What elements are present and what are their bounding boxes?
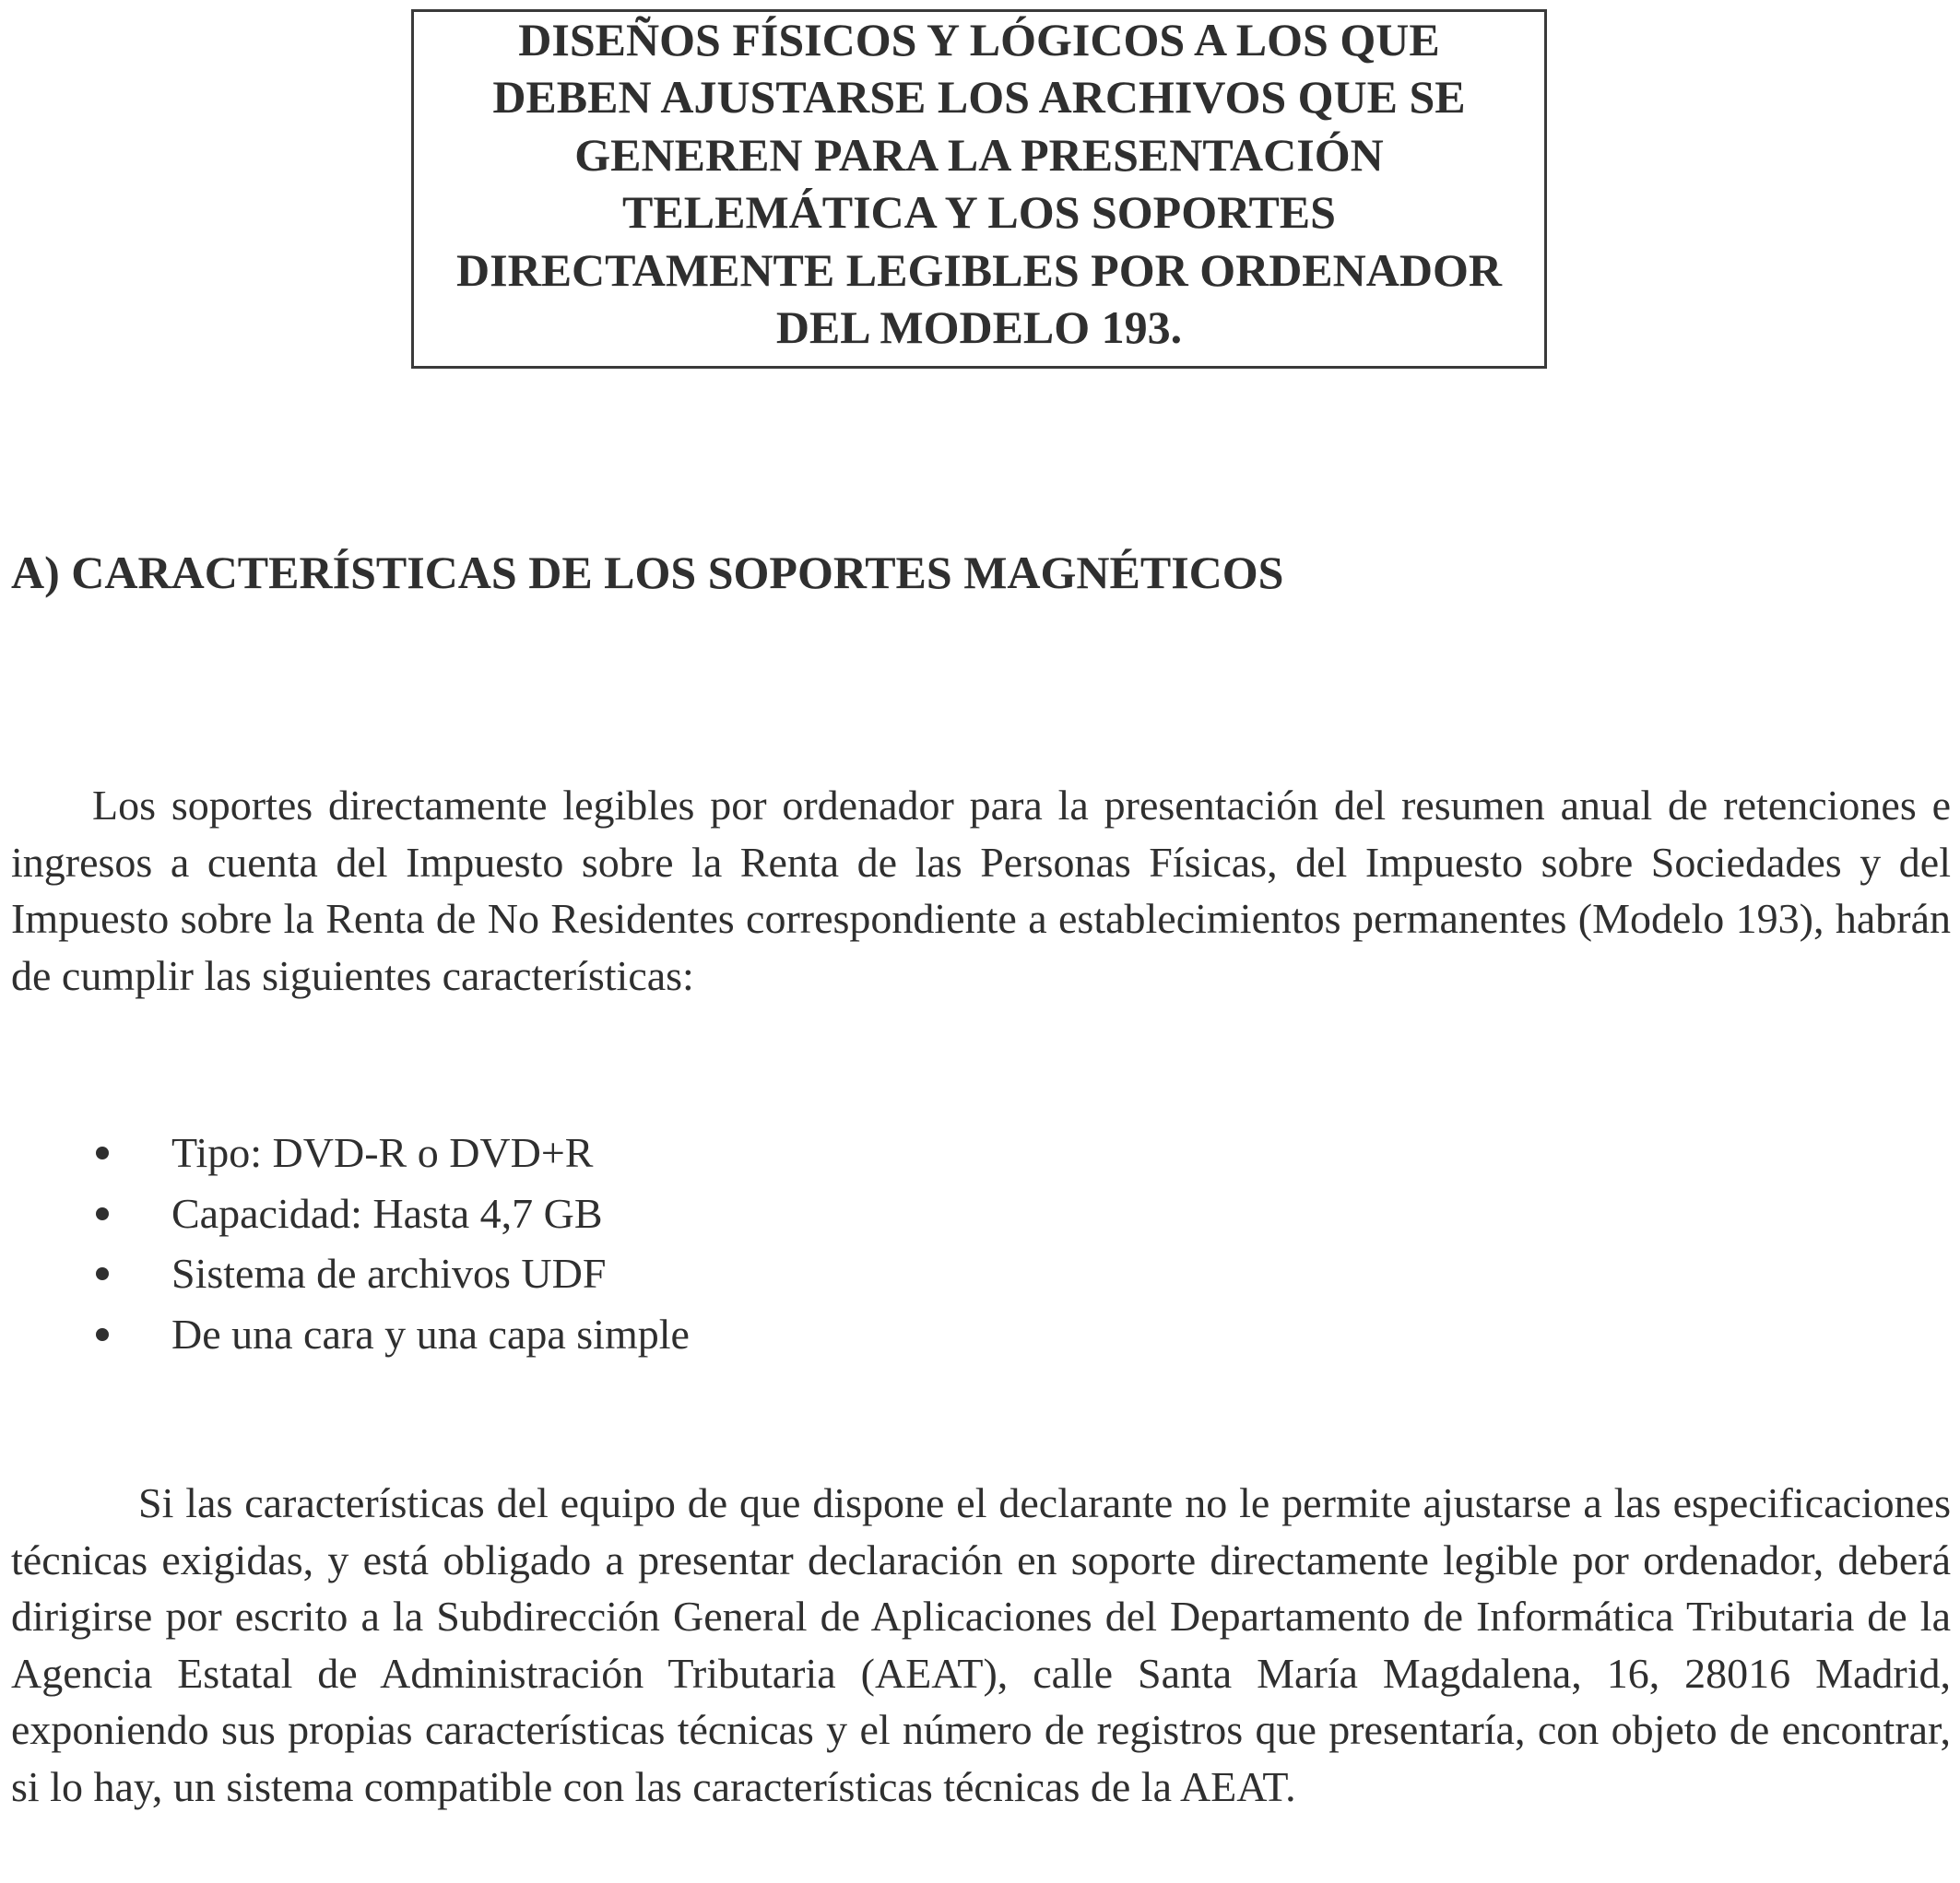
document-title: DISEÑOS FÍSICOS Y LÓGICOS A LOS QUE DEBEN AJUSTARSE LOS ARCHIVOS QUE SE GENEREN PARA LA PRESENTACIÓN TELEMÁTICA Y LOS SOPORTES DIRECTAMENTE LEGIBLES POR ORDENADOR DEL MODELO 193.: [456, 13, 1502, 353]
title-box: [411, 9, 1547, 369]
bullet-icon: [96, 1328, 109, 1341]
list-item-text: Tipo: DVD-R o DVD+R: [171, 1129, 594, 1176]
intro-paragraph: Los soportes directamente legibles por ordenador para la presentación del resumen anual de retenciones e ingresos a cuenta del Impuesto sobre la Renta de las Personas Físicas, del Impuesto sobre Sociedades y del Impuesto sobre la Renta de No Residentes correspondiente a establecimientos permanentes (Modelo 193), habrán de cumplir las siguientes características:: [11, 782, 1951, 999]
bullet-icon: [96, 1207, 109, 1220]
list-item-text: Capacidad: Hasta 4,7 GB: [171, 1189, 603, 1237]
section-heading: A) CARACTERÍSTICAS DE LOS SOPORTES MAGNÉTICOS: [11, 547, 1284, 598]
alternative-paragraph: Si las características del equipo de que dispone el declarante no le permite ajustarse a las especificaciones técnicas exigidas, y está obligado a presentar declaración en soporte directamente legible por ordenador, deberá dirigirse por escrito a la Subdirección General de Aplicaciones del Departamento de Informática Tributaria de la Agencia Estatal de Administración Tributaria (AEAT), calle Santa María Magdalena, 16, 28016 Madrid, exponiendo sus propias características técnicas y el número de registros que presentaría, con objeto de encontrar, si lo hay, un sistema compatible con las características técnicas de la AEAT.: [11, 1479, 1951, 1810]
list-item-text: Sistema de archivos UDF: [171, 1250, 607, 1297]
bullet-icon: [96, 1267, 109, 1280]
list-item-text: De una cara y una capa simple: [171, 1310, 690, 1358]
bullet-icon: [96, 1147, 109, 1159]
